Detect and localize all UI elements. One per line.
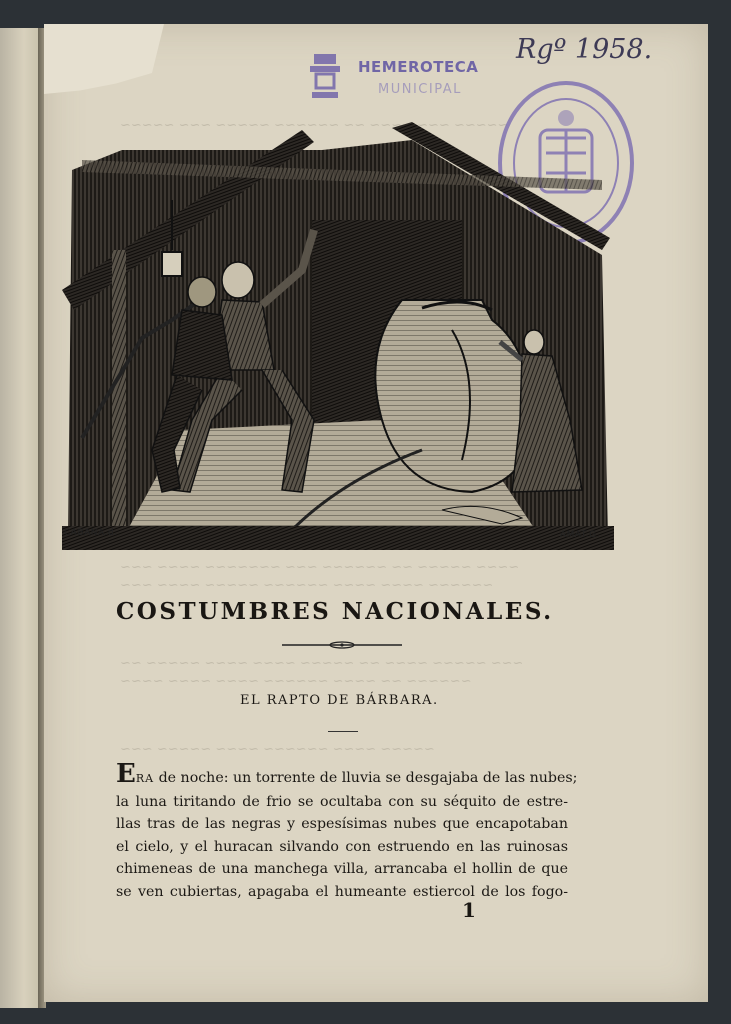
body-line — [116, 759, 578, 791]
body-line: la luna tiritando de frio se ocultaba con su séquito de estre- — [116, 793, 568, 810]
bleed-through-text: ~~~~ ~~~~~ ~~ ~~~~~~ ~~~ ~~~~~~~ ~~~~ ~~~ — [120, 560, 520, 575]
drop-cap: E — [116, 759, 136, 789]
body-line: chimeneas de una manchega villa, arrancaba el hollin de que — [116, 861, 568, 877]
bleed-through-text: ~~~ ~~~~~ ~~~~ ~~ ~~~~~ ~~~~ ~~~~ ~~~~~ ~~ — [120, 656, 524, 671]
stamp-institution: HEMEROTECA — [358, 58, 479, 76]
body-line-text: de noche: un torrente de lluvia se desgajaba de las nubes; — [154, 770, 578, 786]
divider — [328, 731, 358, 732]
bleed-through-text: ~~~~~~ ~~~~ ~~~~ ~~~~~~ ~~~~~ ~~~~ ~~~ — [120, 578, 494, 593]
library-stamp-icon — [308, 52, 342, 102]
illustrator-credit: CABANA.d. — [64, 528, 118, 538]
article-title: EL RAPTO DE BÁRBARA. — [240, 693, 439, 708]
bleed-through-text: ~~~~~ ~~~ ~~~~ ~~ ~~~~~~ ~~~~~ ~~~ ~~~~~ — [120, 118, 509, 133]
bleed-through-text: ~~~~~ ~~~~ ~~~~~~ ~~~~ ~~~~~ ~~~ — [120, 742, 435, 757]
article-section-title: COSTUMBRES NACIONALES. — [116, 598, 554, 625]
decorative-rule-icon — [282, 640, 402, 650]
registry-note: Rgº 1958. — [516, 34, 653, 65]
page-number: 1 — [462, 898, 476, 922]
engraving-illustration — [62, 120, 614, 554]
article-body — [116, 759, 578, 903]
body-line: se ven cubiertas, apagaba el humeante estiercol de los fogo- — [116, 883, 568, 900]
first-word-rest: RA — [135, 772, 155, 785]
engraver-credit: AMAT.G. — [560, 530, 601, 540]
adjacent-page-edge — [0, 28, 40, 1008]
bleed-through-text: ~~~~~~ ~~ ~~~~ ~~~~~~ ~~~~ ~~~~ ~~~~ — [120, 674, 472, 689]
stamp-subline: MUNICIPAL — [378, 82, 462, 97]
body-line: el cielo, y el huracan silvando con estruendo en las ruinosas — [116, 838, 568, 855]
body-line: llas tras de las negras y espesísimas nubes que encapotaban — [116, 816, 568, 832]
